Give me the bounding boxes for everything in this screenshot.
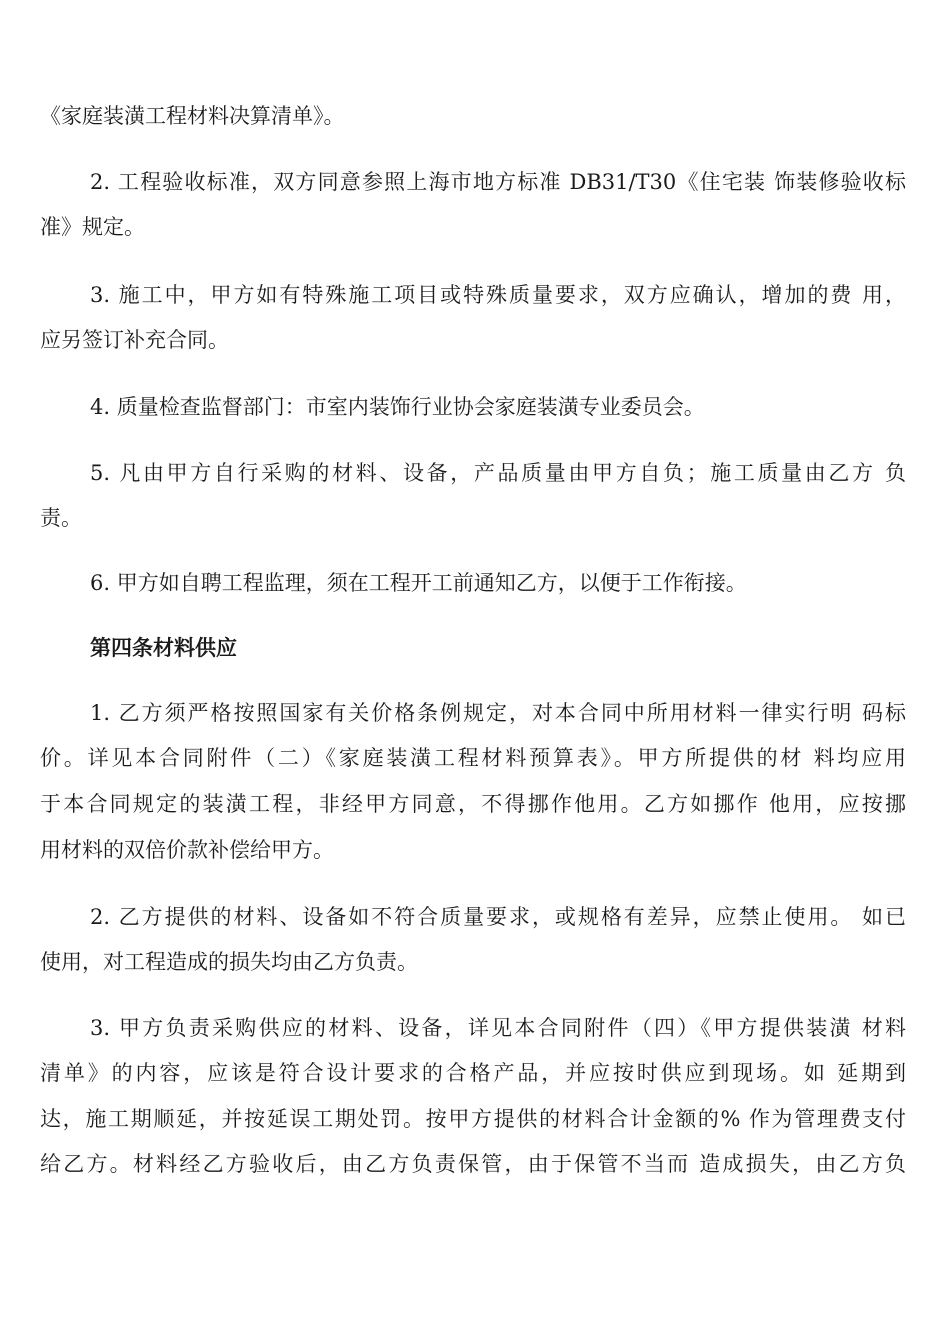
s4-item-1-line-4: 用材料的双倍价款补偿给甲方。 [40, 838, 334, 862]
s4-item-3-line-4: 给乙方。材料经乙方验收后，由乙方负责保管，由于保管不当而 造成损失，由乙方负 [40, 1152, 907, 1176]
s4-item-1-line-1: 1. 乙方须严格按照国家有关价格条例规定，对本合同中所用材料一律实行明 码标 [90, 701, 906, 725]
s4-item-1-line-2: 价。详见本合同附件（二）《家庭装潢工程材料预算表》。甲方所提供的材 料均应用 [40, 746, 906, 770]
item-5-line-2: 责。 [40, 506, 82, 530]
item-3-line-1: 3. 施工中，甲方如有特殊施工项目或特殊质量要求，双方应确认，增加的费 用， [90, 283, 906, 307]
item-5-line-1: 5. 凡由甲方自行采购的材料、设备，产品质量由甲方自负；施工质量由乙方 负 [90, 461, 906, 485]
s4-item-1-line-3: 于本合同规定的装潢工程，非经甲方同意，不得挪作他用。乙方如挪作 他用，应按挪 [40, 792, 906, 816]
s4-item-2-line-1: 2. 乙方提供的材料、设备如不符合质量要求，或规格有差异，应禁止使用。 如已 [90, 905, 906, 929]
item-2-line-1: 2. 工程验收标准，双方同意参照上海市地方标准 DB31/T30《住宅装 饰装修验收标 [90, 170, 906, 194]
s4-item-3-line-1: 3. 甲方负责采购供应的材料、设备，详见本合同附件（四）《甲方提供装潢 材料 [90, 1016, 906, 1040]
intro-line-1: 《家庭装潢工程材料决算清单》。 [40, 104, 345, 128]
item-6-line-1: 6. 甲方如自聘工程监理，须在工程开工前通知乙方，以便于工作衔接。 [90, 571, 747, 595]
item-2-line-2: 准》规定。 [40, 215, 145, 239]
item-3-line-2: 应另签订补充合同。 [40, 328, 229, 352]
s4-item-3-line-3: 达，施工期顺延，并按延误工期处罚。按甲方提供的材料合计金额的% 作为管理费支付 [40, 1107, 906, 1131]
s4-item-2-line-2: 使用，对工程造成的损失均由乙方负责。 [40, 950, 418, 974]
section-heading: 第四条材料供应 [90, 635, 237, 660]
s4-item-3-line-2: 清单》的内容，应该是符合设计要求的合格产品，并应按时供应到现场。如 延期到 [40, 1061, 906, 1085]
item-4-line-1: 4. 质量检查监督部门：市室内装饰行业协会家庭装潢专业委员会。 [90, 395, 705, 419]
